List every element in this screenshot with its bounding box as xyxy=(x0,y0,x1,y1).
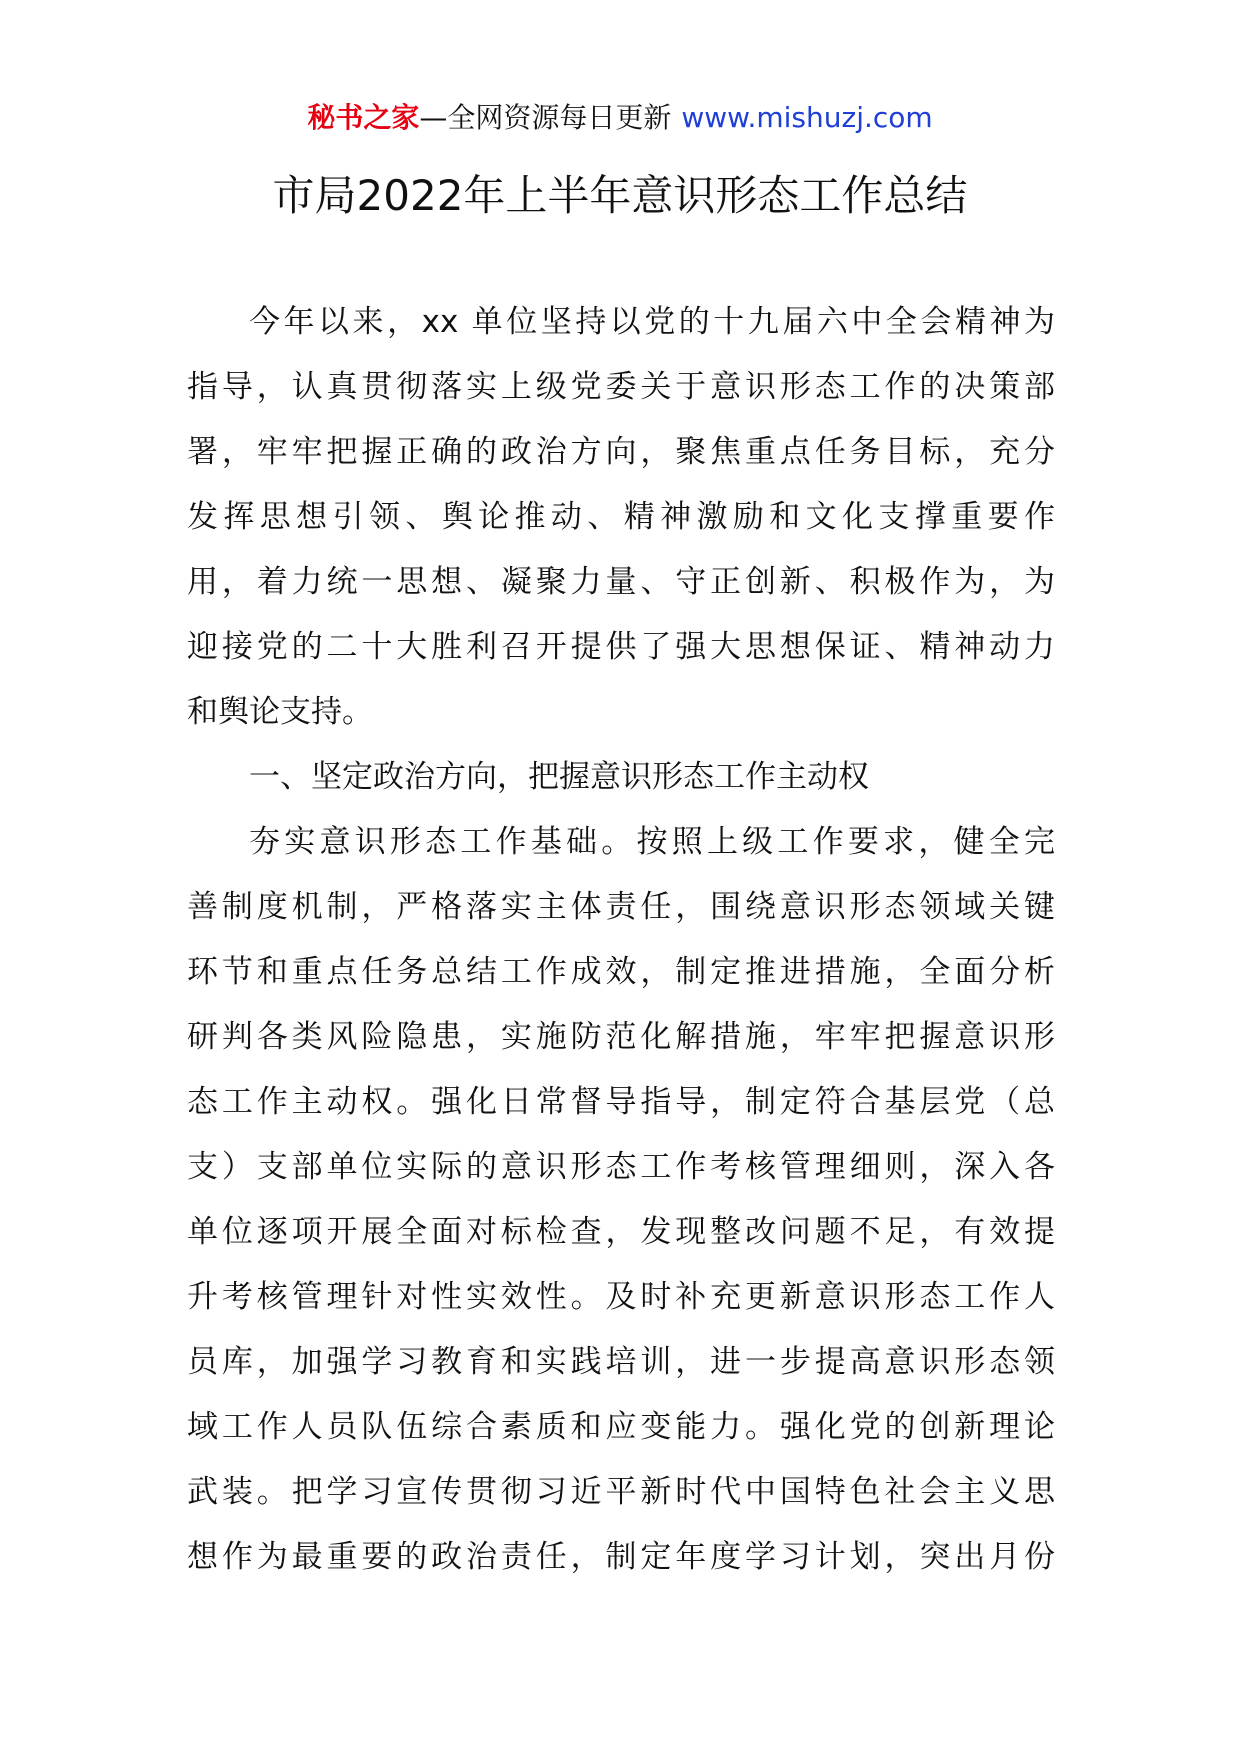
banner-url[interactable]: www.mishuzj.com xyxy=(681,101,933,134)
text-line: 署，牢牢把握正确的政治方向，聚焦重点任务目标，充分 xyxy=(187,434,1055,470)
banner-slogan: —全网资源每日更新 xyxy=(419,101,672,134)
text-line: 研判各类风险隐患，实施防范化解措施，牢牢把握意识形 xyxy=(187,1019,1055,1055)
document-body xyxy=(187,290,1055,1590)
text-line: 单位逐项开展全面对标检查，发现整改问题不足，有效提 xyxy=(187,1214,1055,1250)
text-line: 支）支部单位实际的意识形态工作考核管理细则，深入各 xyxy=(187,1149,1055,1185)
paragraph-intro xyxy=(187,290,1055,745)
text-line: 迎接党的二十大胜利召开提供了强大思想保证、精神动力 xyxy=(187,629,1055,665)
text-line: 和舆论支持。 xyxy=(187,694,373,730)
text-line: 今年以来，xx 单位坚持以党的十九届六中全会精神为 xyxy=(249,304,1055,340)
text-line: 武装。把学习宣传贯彻习近平新时代中国特色社会主义思 xyxy=(187,1474,1055,1510)
text-line: 夯实意识形态工作基础。按照上级工作要求，健全完 xyxy=(249,824,1055,860)
section-heading: 一、坚定政治方向，把握意识形态工作主动权 xyxy=(249,759,869,795)
brand-name: 秘书之家 xyxy=(307,101,420,134)
text-line: 环节和重点任务总结工作成效，制定推进措施，全面分析 xyxy=(187,954,1055,990)
paragraph-foundation xyxy=(187,810,1055,1590)
text-line: 员库，加强学习教育和实践培训，进一步提高意识形态领 xyxy=(187,1344,1055,1380)
text-line: 用，着力统一思想、凝聚力量、守正创新、积极作为，为 xyxy=(187,564,1055,600)
source-banner xyxy=(0,98,1240,138)
text-line: 升考核管理针对性实效性。及时补充更新意识形态工作人 xyxy=(187,1279,1055,1315)
text-line: 想作为最重要的政治责任，制定年度学习计划，突出月份 xyxy=(187,1539,1055,1575)
text-line: 域工作人员队伍综合素质和应变能力。强化党的创新理论 xyxy=(187,1409,1055,1445)
text-line: 态工作主动权。强化日常督导指导，制定符合基层党（总 xyxy=(187,1084,1055,1120)
text-line: 指导，认真贯彻落实上级党委关于意识形态工作的决策部 xyxy=(187,369,1055,405)
text-line: 发挥思想引领、舆论推动、精神激励和文化支撑重要作 xyxy=(187,499,1055,535)
text-line: 善制度机制，严格落实主体责任，围绕意识形态领域关键 xyxy=(187,889,1055,925)
document-title: 市局2022年上半年意识形态工作总结 xyxy=(272,171,968,220)
